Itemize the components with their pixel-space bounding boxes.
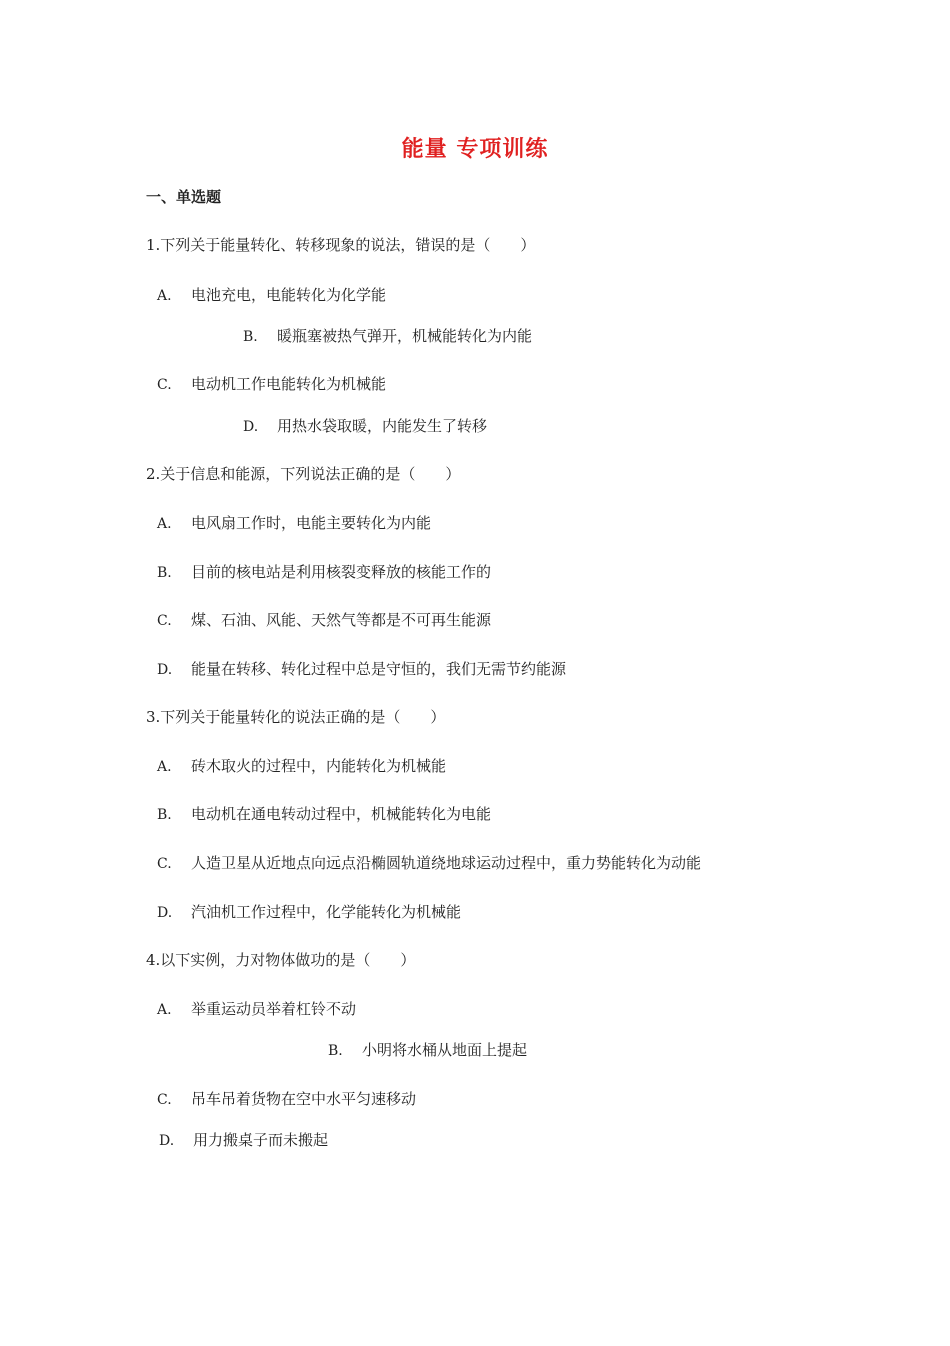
option-text: 电动机工作电能转化为机械能 (191, 375, 387, 393)
option-text: 吊车吊着货物在空中水平匀速移动 (191, 1090, 417, 1108)
option-text: 目前的核电站是利用核裂变释放的核能工作的 (191, 563, 492, 581)
option-c (157, 1088, 416, 1109)
option-d (159, 1129, 328, 1150)
option-text: 人造卫星从近地点向远点沿椭圆轨道绕地球运动过程中，重力势能转化为动能 (191, 854, 702, 872)
option-letter: B. (157, 807, 172, 823)
option-text: 电风扇工作时，电能主要转化为内能 (191, 514, 432, 532)
option-text: 能量在转移、转化过程中总是守恒的，我们无需节约能源 (191, 660, 567, 678)
option-letter: A. (157, 1002, 172, 1018)
option-a (157, 284, 386, 305)
option-b (243, 325, 532, 346)
option-text: 电池充电，电能转化为化学能 (191, 286, 387, 304)
option-d (157, 658, 566, 679)
option-text: 暖瓶塞被热气弹开，机械能转化为内能 (277, 327, 533, 345)
option-letter: B. (243, 329, 258, 345)
option-text: 砖木取火的过程中，内能转化为机械能 (191, 757, 447, 775)
question-stem: 3.下列关于能量转化的说法正确的是（ ） (146, 708, 446, 726)
option-b (157, 803, 491, 824)
option-b (328, 1039, 527, 1060)
option-text: 煤、石油、风能、天然气等都是不可再生能源 (191, 611, 492, 629)
option-letter: D. (159, 1133, 175, 1149)
question-stem: 2.关于信息和能源，下列说法正确的是（ ） (146, 465, 461, 483)
option-b (157, 561, 491, 582)
option-letter: A. (157, 759, 172, 775)
option-letter: C. (157, 1092, 172, 1108)
option-text: 用热水袋取暖，内能发生了转移 (277, 417, 488, 435)
option-a (157, 512, 431, 533)
section-heading: 一、单选题 (146, 188, 222, 206)
option-text: 小明将水桶从地面上提起 (362, 1041, 528, 1059)
option-text: 举重运动员举着杠铃不动 (191, 1000, 357, 1018)
page-title: 能量 专项训练 (401, 137, 549, 162)
question-stem: 4.以下实例，力对物体做功的是（ ） (146, 951, 416, 969)
option-letter: A. (157, 288, 172, 304)
option-c (157, 609, 491, 630)
option-letter: C. (157, 377, 172, 393)
option-letter: A. (157, 516, 172, 532)
question-stem: 1.下列关于能量转化、转移现象的说法，错误的是（ ） (146, 236, 536, 254)
option-letter: D. (157, 905, 173, 921)
option-c (157, 852, 701, 873)
option-text: 电动机在通电转动过程中，机械能转化为电能 (191, 805, 492, 823)
option-letter: D. (157, 662, 173, 678)
option-letter: B. (157, 565, 172, 581)
option-c (157, 373, 386, 394)
option-letter: B. (328, 1043, 343, 1059)
option-a (157, 755, 446, 776)
option-d (243, 415, 487, 436)
option-letter: D. (243, 419, 259, 435)
option-text: 汽油机工作过程中，化学能转化为机械能 (191, 903, 462, 921)
option-letter: C. (157, 856, 172, 872)
option-d (157, 901, 461, 922)
option-a (157, 998, 356, 1019)
option-letter: C. (157, 613, 172, 629)
option-text: 用力搬桌子而未搬起 (193, 1131, 329, 1149)
